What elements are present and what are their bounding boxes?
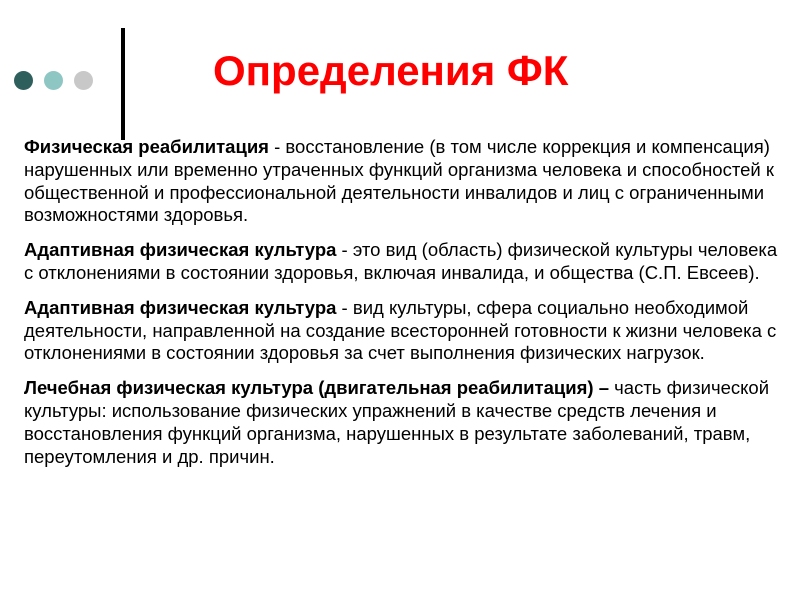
definition-paragraph <box>24 136 784 227</box>
slide-title: Определения ФК <box>213 47 569 94</box>
definitions-body <box>24 136 784 480</box>
definition-term: Адаптивная физическая культура <box>24 239 337 261</box>
definition-text: - это вид (область) физической культуры человека с отклонениями в состоянии здоровья, включая инвалида, и общества (С.П. Евсеев). <box>24 239 778 283</box>
definition-term: Адаптивная физическая культура <box>24 296 337 318</box>
definition-paragraph <box>24 377 784 468</box>
title-divider <box>121 28 125 140</box>
definition-paragraph <box>24 297 784 365</box>
definition-term: Физическая реабилитация <box>24 136 269 157</box>
dot-dark-teal <box>14 71 33 90</box>
definition-text: - восстановление (в том числе коррекция и компенсация) нарушенных или временно утраченных функций организма человека и способностей к общественной и профессиональной деятельности инвалидов и лиц с ограниченными возможностями здоровья. <box>24 136 774 226</box>
dot-gray <box>74 71 93 90</box>
definition-term: Лечебная физическая культура (двигательная реабилитация) – <box>24 377 609 399</box>
definition-text: - вид культуры, сфера социально необходимой деятельности, направленной на создание всесторонней готовности к жизни человека с отклонениями в состоянии здоровья за счет выполнения физических нагрузок. <box>24 296 777 364</box>
dot-light-teal <box>44 71 63 90</box>
definition-text: часть физической культуры: использование физических упражнений в качестве средств лечения и восстановления функций организма, нарушенных в результате заболеваний, травм, переутомления и др. причин. <box>24 377 770 467</box>
definition-paragraph <box>24 239 784 285</box>
decorative-dots <box>14 71 93 90</box>
